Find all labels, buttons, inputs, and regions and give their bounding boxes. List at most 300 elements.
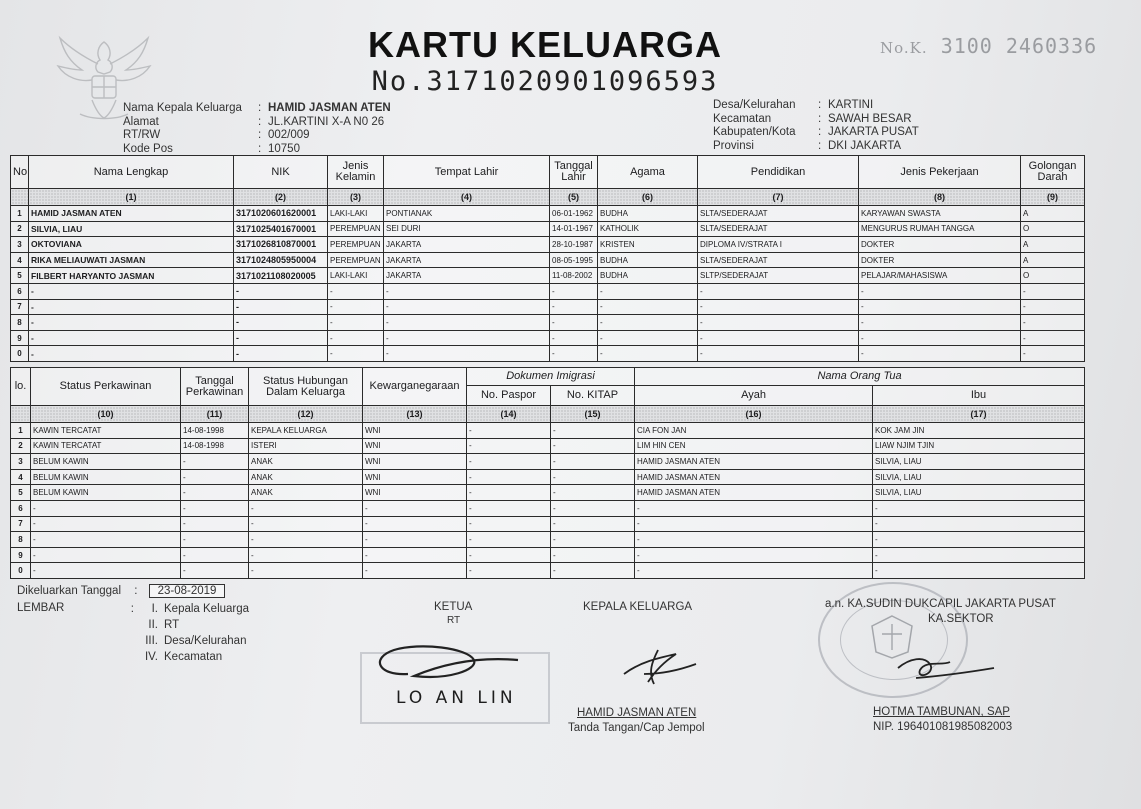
- column-index: (16): [635, 406, 873, 423]
- table-cell: SLTA/SEDERAJAT: [698, 252, 859, 268]
- table-cell: 9: [11, 547, 31, 563]
- table-cell: OKTOVIANA: [29, 237, 234, 253]
- column-index: (3): [328, 189, 384, 206]
- table-cell: SILVIA, LIAU: [873, 469, 1085, 485]
- table-cell: -: [234, 315, 328, 331]
- table-cell: JAKARTA: [384, 268, 550, 284]
- table-cell: KAWIN TERCATAT: [31, 423, 181, 439]
- table-row: [11, 206, 1085, 222]
- lembar-label: LEMBAR: [17, 602, 65, 614]
- table-cell: WNI: [363, 469, 467, 485]
- document-title: KARTU KELUARGA: [368, 24, 722, 65]
- column-index: (15): [551, 406, 635, 423]
- table-cell: -: [598, 283, 698, 299]
- serial-number: [880, 34, 1097, 58]
- table-cell: JAKARTA: [384, 252, 550, 268]
- table-cell: -: [550, 346, 598, 362]
- col-header-education: Pendidikan: [698, 156, 859, 189]
- table-cell: -: [249, 563, 363, 579]
- table-cell: HAMID JASMAN ATEN: [635, 469, 873, 485]
- marital-parents-table: [10, 367, 1085, 579]
- field-label: Provinsi: [713, 139, 754, 152]
- district-row: Kecamatan : SAWAH BESAR: [713, 112, 912, 125]
- col-header-parents: Nama Orang Tua: [635, 368, 1085, 386]
- table-cell: 2: [11, 438, 31, 454]
- lembar-item: : I. Kepala Keluarga: [130, 603, 250, 615]
- table-cell: -: [551, 423, 635, 439]
- table-row: [11, 237, 1085, 253]
- table-cell: KOK JAM JIN: [873, 423, 1085, 439]
- col-header-passport: No. Paspor: [467, 386, 551, 406]
- table-cell: -: [363, 532, 467, 548]
- table-cell: JAKARTA: [384, 237, 550, 253]
- table-cell: -: [467, 423, 551, 439]
- table-cell: -: [635, 547, 873, 563]
- table-cell: -: [328, 330, 384, 346]
- table-cell: SILVIA, LIAU: [873, 485, 1085, 501]
- table-cell: 6: [11, 500, 31, 516]
- household-head-sign-label: KEPALA KELUARGA: [583, 601, 693, 613]
- table-cell: 9: [11, 330, 29, 346]
- table-cell: PEREMPUAN: [328, 221, 384, 237]
- document-number: No.3171020901096593: [371, 66, 719, 97]
- table-cell: 4: [11, 252, 29, 268]
- table-row: [11, 563, 1085, 579]
- lembar-list: [118, 601, 249, 665]
- table-cell: -: [873, 563, 1085, 579]
- table-cell: -: [859, 299, 1021, 315]
- table-row: [11, 454, 1085, 470]
- rtrw-row: RT/RW : 002/009: [123, 129, 310, 141]
- serial-prefix: No.K.: [880, 39, 928, 57]
- table-cell: 0: [11, 563, 31, 579]
- column-index: (5): [550, 189, 598, 206]
- family-members-table: [10, 155, 1085, 362]
- table-cell: -: [550, 315, 598, 331]
- column-index: (4): [384, 189, 550, 206]
- table-cell: KRISTEN: [598, 237, 698, 253]
- table-cell: -: [467, 485, 551, 501]
- table-cell: BUDHA: [598, 252, 698, 268]
- table-cell: MENGURUS RUMAH TANGGA: [859, 221, 1021, 237]
- column-index: (14): [467, 406, 551, 423]
- table-cell: -: [181, 516, 249, 532]
- table-cell: 8: [11, 532, 31, 548]
- table-row: [11, 423, 1085, 439]
- table-cell: SLTA/SEDERAJAT: [698, 206, 859, 222]
- table-cell: ISTERI: [249, 438, 363, 454]
- table-cell: -: [635, 516, 873, 532]
- table-cell: -: [29, 283, 234, 299]
- table-cell: KARYAWAN SWASTA: [859, 206, 1021, 222]
- table-row: [11, 268, 1085, 284]
- table-cell: -: [328, 346, 384, 362]
- table-cell: BELUM KAWIN: [31, 469, 181, 485]
- issued-label: Dikeluarkan Tanggal: [17, 585, 121, 597]
- table-cell: 14-08-1998: [181, 423, 249, 439]
- an-label: a.n. KA.SUDIN DUKCAPIL JAKARTA PUSAT: [825, 598, 1056, 610]
- table-cell: -: [1021, 299, 1085, 315]
- col-header-gender: Jenis Kelamin: [328, 156, 384, 189]
- table-cell: -: [328, 315, 384, 331]
- table-cell: -: [598, 315, 698, 331]
- table-cell: -: [363, 500, 467, 516]
- table-cell: -: [467, 516, 551, 532]
- col-header-citizenship: Kewarganegaraan: [363, 368, 467, 406]
- table-cell: SLTA/SEDERAJAT: [698, 221, 859, 237]
- column-index: (1): [29, 189, 234, 206]
- rt-head-label: KETUA: [434, 601, 473, 613]
- rtrw-value: 002/009: [268, 129, 310, 141]
- table-header-row: [11, 368, 1085, 386]
- table-cell: -: [698, 299, 859, 315]
- table-cell: HAMID JASMAN ATEN: [635, 485, 873, 501]
- column-index: (17): [873, 406, 1085, 423]
- table-cell: -: [31, 516, 181, 532]
- table-row: [11, 516, 1085, 532]
- table-cell: -: [234, 330, 328, 346]
- table-cell: -: [29, 346, 234, 362]
- table-cell: DOKTER: [859, 252, 1021, 268]
- issued-date-value: 23-08-2019: [149, 584, 226, 598]
- table-cell: -: [181, 485, 249, 501]
- table-row: [11, 547, 1085, 563]
- table-cell: -: [598, 346, 698, 362]
- address-value: JL.KARTINI X-A N0 26: [268, 115, 385, 128]
- table-index-row: [11, 406, 1085, 423]
- table-cell: BUDHA: [598, 206, 698, 222]
- column-index: (12): [249, 406, 363, 423]
- column-index: (13): [363, 406, 467, 423]
- table-cell: 4: [11, 469, 31, 485]
- table-cell: -: [181, 563, 249, 579]
- table-cell: 7: [11, 516, 31, 532]
- col-header-nik: NIK: [234, 156, 328, 189]
- lembar-item: III. Desa/Kelurahan: [145, 635, 247, 647]
- table-cell: 8: [11, 315, 29, 331]
- field-label: Nama Kepala Keluarga: [123, 102, 242, 114]
- table-cell: DOKTER: [859, 237, 1021, 253]
- region-info: [713, 99, 919, 153]
- col-header-birthplace: Tempat Lahir: [384, 156, 550, 189]
- table-cell: 3171026810870001: [234, 237, 328, 253]
- province-value: DKI JAKARTA: [828, 139, 902, 152]
- col-header-mother: Ibu: [873, 386, 1085, 406]
- village-value: KARTINI: [828, 99, 874, 111]
- table-cell: -: [1021, 330, 1085, 346]
- table-cell: BUDHA: [598, 268, 698, 284]
- village-row: Desa/Kelurahan : KARTINI: [713, 99, 874, 111]
- table-cell: PELAJAR/MAHASISWA: [859, 268, 1021, 284]
- table-cell: -: [467, 532, 551, 548]
- table-cell: 1: [11, 423, 31, 439]
- lembar-item: IV. Kecamatan: [144, 651, 223, 663]
- city-value: JAKARTA PUSAT: [828, 126, 919, 138]
- table-cell: -: [635, 500, 873, 516]
- table-cell: -: [234, 283, 328, 299]
- table-cell: -: [873, 547, 1085, 563]
- table-cell: -: [31, 563, 181, 579]
- table-cell: -: [551, 500, 635, 516]
- rt-label: RT: [447, 615, 461, 626]
- table-cell: SEI DURI: [384, 221, 550, 237]
- table-cell: 3171025401670001: [234, 221, 328, 237]
- col-header-kitap: No. KITAP: [551, 386, 635, 406]
- table-cell: -: [234, 346, 328, 362]
- field-label: Desa/Kelurahan: [713, 99, 796, 111]
- table-cell: -: [859, 346, 1021, 362]
- col-header-father: Ayah: [635, 386, 873, 406]
- col-header-full-name: Nama Lengkap: [29, 156, 234, 189]
- table-cell: ANAK: [249, 469, 363, 485]
- table-cell: O: [1021, 268, 1085, 284]
- table-cell: -: [363, 563, 467, 579]
- table-cell: -: [873, 532, 1085, 548]
- table-cell: -: [698, 315, 859, 331]
- official-name: HOTMA TAMBUNAN, SAP: [873, 706, 1010, 718]
- table-cell: SLTP/SEDERAJAT: [698, 268, 859, 284]
- table-cell: PEREMPUAN: [328, 237, 384, 253]
- table-cell: -: [698, 330, 859, 346]
- table-cell: -: [181, 454, 249, 470]
- table-cell: WNI: [363, 485, 467, 501]
- table-row: [11, 438, 1085, 454]
- table-row: [11, 330, 1085, 346]
- table-cell: ANAK: [249, 485, 363, 501]
- serial-value: 3100 2460336: [940, 34, 1098, 58]
- column-index: (6): [598, 189, 698, 206]
- official-signature-icon: [880, 648, 1000, 690]
- table-cell: PONTIANAK: [384, 206, 550, 222]
- thumb-label: Tanda Tangan/Cap Jempol: [568, 722, 705, 734]
- column-index: (2): [234, 189, 328, 206]
- table-cell: 6: [11, 283, 29, 299]
- table-cell: -: [384, 315, 550, 331]
- table-row: [11, 221, 1085, 237]
- table-header-row: [11, 156, 1085, 189]
- table-cell: WNI: [363, 454, 467, 470]
- table-cell: -: [467, 563, 551, 579]
- table-cell: -: [550, 283, 598, 299]
- table-cell: -: [384, 346, 550, 362]
- table-cell: -: [181, 532, 249, 548]
- table-cell: KEPALA KELUARGA: [249, 423, 363, 439]
- table-cell: 3171020601620001: [234, 206, 328, 222]
- rt-signature-icon: [368, 636, 538, 696]
- table-cell: -: [328, 283, 384, 299]
- table-cell: 5: [11, 268, 29, 284]
- table-cell: -: [1021, 283, 1085, 299]
- table-cell: -: [363, 516, 467, 532]
- table-cell: 08-05-1995: [550, 252, 598, 268]
- table-cell: 5: [11, 485, 31, 501]
- table-cell: -: [550, 299, 598, 315]
- table-cell: -: [467, 454, 551, 470]
- column-index: (10): [31, 406, 181, 423]
- table-row: [11, 283, 1085, 299]
- table-cell: -: [181, 547, 249, 563]
- column-index: (7): [698, 189, 859, 206]
- table-cell: LIM HIN CEN: [635, 438, 873, 454]
- table-cell: O: [1021, 221, 1085, 237]
- table-cell: -: [1021, 346, 1085, 362]
- table-cell: -: [859, 283, 1021, 299]
- table-cell: BELUM KAWIN: [31, 485, 181, 501]
- table-cell: -: [384, 283, 550, 299]
- table-cell: -: [328, 299, 384, 315]
- table-cell: -: [551, 532, 635, 548]
- district-value: SAWAH BESAR: [828, 112, 912, 125]
- table-cell: -: [181, 469, 249, 485]
- table-cell: -: [31, 547, 181, 563]
- table-cell: 2: [11, 221, 29, 237]
- table-cell: 14-01-1967: [550, 221, 598, 237]
- table-cell: -: [551, 547, 635, 563]
- ka-sektor-label: KA.SEKTOR: [928, 613, 994, 625]
- table-cell: -: [698, 346, 859, 362]
- table-cell: DIPLOMA IV/STRATA I: [698, 237, 859, 253]
- table-cell: A: [1021, 252, 1085, 268]
- table-cell: FILBERT HARYANTO JASMAN: [29, 268, 234, 284]
- col-header-religion: Agama: [598, 156, 698, 189]
- table-cell: -: [384, 299, 550, 315]
- table-cell: -: [598, 299, 698, 315]
- table-row: [11, 299, 1085, 315]
- field-label: RT/RW: [123, 129, 161, 141]
- table-cell: 7: [11, 299, 29, 315]
- table-cell: -: [249, 500, 363, 516]
- table-cell: PEREMPUAN: [328, 252, 384, 268]
- table-cell: LIAW NJIM TJIN: [873, 438, 1085, 454]
- table-cell: -: [550, 330, 598, 346]
- table-cell: -: [249, 547, 363, 563]
- table-cell: 06-01-1962: [550, 206, 598, 222]
- table-cell: -: [384, 330, 550, 346]
- table-cell: -: [551, 516, 635, 532]
- table-cell: WNI: [363, 438, 467, 454]
- table-row: [11, 346, 1085, 362]
- address-row: Alamat : JL.KARTINI X-A N0 26: [123, 115, 385, 128]
- field-label: Kode Pos: [123, 142, 173, 155]
- col-header-birthdate: Tanggal Lahir: [550, 156, 598, 189]
- col-header-relationship: Status Hubungan Dalam Keluarga: [249, 368, 363, 406]
- table-row: [11, 315, 1085, 331]
- postal-code-value: 10750: [268, 142, 300, 155]
- table-cell: A: [1021, 206, 1085, 222]
- table-cell: -: [635, 563, 873, 579]
- table-cell: 28-10-1987: [550, 237, 598, 253]
- table-cell: -: [551, 438, 635, 454]
- column-index: (8): [859, 189, 1021, 206]
- field-label: Kecamatan: [713, 112, 772, 125]
- table-cell: -: [31, 500, 181, 516]
- table-row: [11, 532, 1085, 548]
- table-row: [11, 485, 1085, 501]
- table-cell: KATHOLIK: [598, 221, 698, 237]
- province-row: Provinsi : DKI JAKARTA: [713, 139, 902, 152]
- column-index: (9): [1021, 189, 1085, 206]
- table-cell: 3171021108020005: [234, 268, 328, 284]
- table-cell: -: [1021, 315, 1085, 331]
- table-cell: 3: [11, 237, 29, 253]
- table-cell: -: [467, 469, 551, 485]
- table-cell: -: [698, 283, 859, 299]
- table-cell: CIA FON JAN: [635, 423, 873, 439]
- table-cell: -: [31, 532, 181, 548]
- field-label: Alamat: [123, 115, 159, 128]
- table-cell: KAWIN TERCATAT: [31, 438, 181, 454]
- column-index: [11, 406, 31, 423]
- lembar-item: II. RT: [148, 619, 180, 631]
- table-cell: -: [859, 315, 1021, 331]
- household-info: [123, 102, 391, 156]
- col-header-marriage-date: Tanggal Perkawinan: [181, 368, 249, 406]
- postal-code-row: Kode Pos : 10750: [123, 142, 300, 155]
- table-cell: 11-08-2002: [550, 268, 598, 284]
- table-cell: SILVIA, LIAU: [873, 454, 1085, 470]
- table-cell: -: [873, 500, 1085, 516]
- household-head-sign-name: HAMID JASMAN ATEN: [577, 707, 697, 719]
- table-cell: -: [181, 500, 249, 516]
- table-cell: -: [467, 438, 551, 454]
- table-cell: -: [551, 469, 635, 485]
- household-head-row: Nama Kepala Keluarga : HAMID JASMAN ATEN: [123, 102, 391, 114]
- table-cell: 0: [11, 346, 29, 362]
- table-cell: -: [859, 330, 1021, 346]
- table-cell: -: [234, 299, 328, 315]
- col-header-occupation: Jenis Pekerjaan: [859, 156, 1021, 189]
- table-row: [11, 252, 1085, 268]
- column-index: [11, 189, 29, 206]
- col-header-blood-type: Golongan Darah: [1021, 156, 1085, 189]
- table-cell: -: [29, 315, 234, 331]
- col-header-immigration: Dokumen Imigrasi: [467, 368, 635, 386]
- field-label: Kabupaten/Kota: [713, 126, 796, 138]
- table-index-row: [11, 189, 1085, 206]
- table-cell: BELUM KAWIN: [31, 454, 181, 470]
- table-cell: -: [363, 547, 467, 563]
- table-cell: A: [1021, 237, 1085, 253]
- table-cell: -: [467, 547, 551, 563]
- table-cell: -: [29, 330, 234, 346]
- table-cell: -: [29, 299, 234, 315]
- table-cell: WNI: [363, 423, 467, 439]
- table-cell: SILVIA, LIAU: [29, 221, 234, 237]
- table-cell: HAMID JASMAN ATEN: [635, 454, 873, 470]
- table-cell: 14-08-1998: [181, 438, 249, 454]
- table-cell: -: [598, 330, 698, 346]
- table-cell: -: [551, 454, 635, 470]
- col-header-no: No: [11, 156, 29, 189]
- official-nip: NIP. 196401081985082003: [873, 721, 1013, 733]
- table-cell: HAMID JASMAN ATEN: [29, 206, 234, 222]
- table-cell: -: [551, 563, 635, 579]
- table-row: [11, 469, 1085, 485]
- table-cell: 1: [11, 206, 29, 222]
- table-cell: LAKI-LAKI: [328, 206, 384, 222]
- table-cell: -: [873, 516, 1085, 532]
- col-header-no: lo.: [11, 368, 31, 406]
- table-row: [11, 500, 1085, 516]
- table-cell: -: [249, 516, 363, 532]
- table-cell: -: [635, 532, 873, 548]
- table-cell: 3: [11, 454, 31, 470]
- col-header-marital-status: Status Perkawinan: [31, 368, 181, 406]
- rt-handwritten-name: LO AN LIN: [396, 688, 517, 708]
- table-cell: -: [249, 532, 363, 548]
- table-cell: -: [551, 485, 635, 501]
- table-cell: 3171024805950004: [234, 252, 328, 268]
